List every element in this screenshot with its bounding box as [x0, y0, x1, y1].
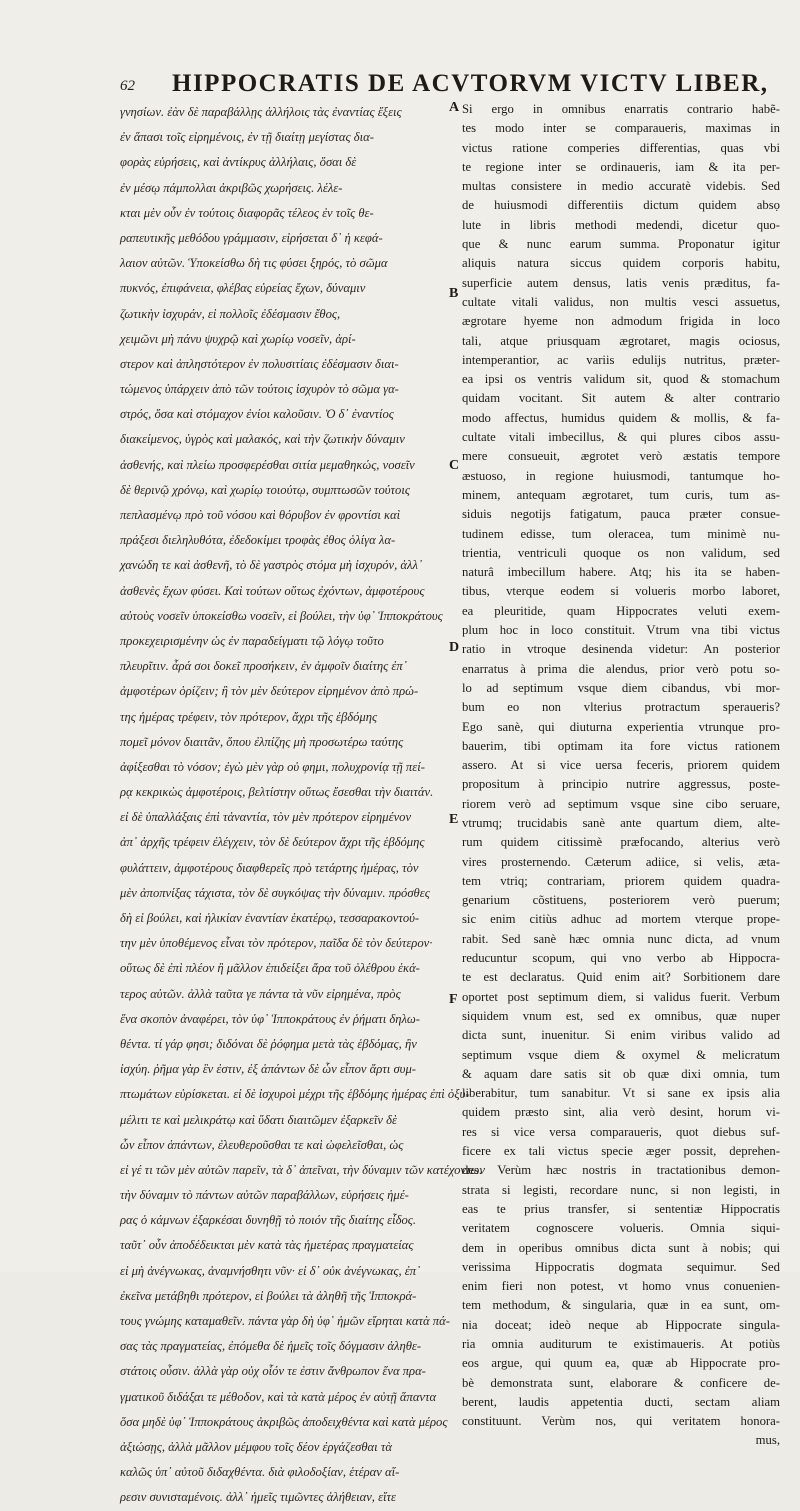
latin-text-line: verissima Hippocratis dogmata sequimur. Sed: [462, 1259, 780, 1274]
greek-text-line: ταῦτ᾽ οὖν ἀποδέδεικται μὲν κατὰ τὰς ἡμετέρας πραγματείας: [120, 1238, 414, 1253]
latin-text-line: multas consistere in medio accuratè videbis. Sed: [462, 179, 780, 194]
latin-text-line: nia doceat; ideò neque ab Hippocrate singula-: [462, 1317, 780, 1332]
greek-text-line: προκεχειρισμένην ὡς ἐν παραδείγματι τῷ λόγῳ τοῦτο: [120, 633, 384, 648]
greek-text-line: αὐτοὺς νοσεῖν ὑποκείσθω νοσεῖν, εἰ βούλει, τὴν ὑφ᾽ Ἱπποκράτους: [120, 608, 443, 623]
latin-text-line: assero. At si vice uersa feceris, priorem quidem: [462, 758, 780, 773]
running-head: [120, 70, 800, 100]
greek-text-line: τώμενος ὑπάρχειν ἀπὸ τῶν τούτοις ἰσχυρὸν τὸ σῶμα γα-: [120, 382, 399, 397]
greek-text-line: πτωμάτων εὑρίσκεται. εἰ δὲ ἰσχυροὶ μέχρι τῆς ἑβδόμης ἡμέρας ἐπὶ ὀξυ-: [120, 1087, 470, 1102]
latin-text-line: tali, atque priusquam ægrotaret, magis ociosus,: [462, 333, 780, 348]
greek-text-line: γνησίων. ἐὰν δὲ παραβάλλῃς ἀλλήλοις τὰς ἐναντίας ἕξεις: [120, 105, 402, 119]
latin-text-line: lute in libris methodi medendi, dicetur quo-: [462, 217, 780, 232]
latin-text-line: Si ergo in omnibus enarratis contrario habẽ-: [462, 102, 780, 116]
greek-text-line: στάτοις οὖσιν. ἀλλὰ γὰρ οὐχ οἷόν τε ἐστιν ἄνθρωπον ἕνα πρα-: [120, 1364, 426, 1379]
greek-text-line: ρεσιν συνισταμένοις. ἀλλ᾽ ἡμεῖς τιμῶντες ἀλήθειαν, εἴτε: [120, 1490, 397, 1505]
greek-text-line: ἀπ᾽ ἀρχῆς τρέφειν ἐλέγχειν, τὸν δὲ δεύτερον ἄχρι τῆς ἑβδόμης: [120, 835, 425, 850]
latin-text-line: rum quidem citissimè præfocando, alterius verò: [462, 835, 780, 850]
greek-text-line: ζωτικὴν ἰσχυράν, εἰ πολλοῖς ἐδέσμασιν ἔθος,: [120, 306, 341, 321]
latin-text-line: riorem verò ad septimum vsque sine cibo seruare,: [462, 796, 780, 811]
greek-text-line: οὕτως δὲ ἐπὶ πλέον ἢ μᾶλλον ἐπιδείξει ἄρα τοῦ ὀλέθρου ἑκά-: [120, 961, 420, 976]
greek-text-line: ἐκεῖνα μετάβηθι πρότερον, εἰ βούλει τὰ ἀληθῆ τῆς Ἱπποκρά-: [120, 1288, 417, 1303]
greek-text-line: δὴ εἰ βούλει, καὶ ἡλικίαν ἐναντίαν ἑκατέρῳ, τεσσαρακοντού-: [120, 911, 420, 925]
greek-text-line: ὅσα μηδὲ ὑφ᾽ Ἱπποκράτους ἀκριβῶς ἀποδειχθέντα καὶ κατὰ μέρος: [120, 1414, 448, 1429]
latin-text-line: reducuntur scopum, qui vno verbo ab Hippocra-: [462, 951, 780, 966]
latin-text-line: trientia, ventriculi quoque os non validum, sed: [462, 545, 780, 560]
latin-text-line: genarium cõstituens, posteriorem verò puerum;: [462, 893, 780, 908]
greek-text-line: τὴν δύναμιν τὸ πάντων αὐτῶν παραβάλλων, εὑρήσεις ἡμέ-: [120, 1188, 409, 1203]
greek-text-line: πράξεσι διεληλυθότα, ἐδεδοκίμει τροφὰς ἐθος ὀλίγα λα-: [120, 533, 396, 548]
latin-text-line: dicta sunt, inuenitur. Si enim viribus valido ad: [462, 1028, 780, 1043]
latin-text-line: ægrotare hyeme non admodum frigida in loco: [462, 314, 780, 329]
greek-text-line: ρας ὁ κάμνων ἐξαρκέσαι δυνηθῇ τὸ ποιόν τῆς διαίτης εἶδος.: [120, 1213, 417, 1228]
greek-text-line: ρᾳ κεκρικὼς ἀμφοτέροις, βελτίστην οὕτως ἔσεσθαι τὴν διαιτάν.: [120, 785, 434, 800]
greek-text-line: ἀσθενὲς ἔχων φύσει. Καὶ τούτων οὕτως ἐχόντων, ἀμφοτέρους: [120, 583, 425, 598]
latin-text-line: quidam vocitant. Sit autem & alter contrario: [462, 391, 780, 406]
latin-text-line: minem, antequam ægrotaret, tum curis, tum as-: [462, 487, 780, 502]
greek-text-line: ἐν μέσῳ πάμπολλαι ἀκριβῶς χωρήσεις. λέλε-: [120, 180, 343, 195]
latin-text-line: intemperantior, ac variis edulijs nutritus, præter-: [462, 352, 780, 367]
latin-text-line: ria omnia auditurum te existimaueris. At potiùs: [462, 1337, 780, 1351]
latin-text-line: des. Verùm hæc nostris in tractationibus demon-: [462, 1163, 780, 1178]
latin-text-line: veritatem cognoscere volueris. Omnia siqui-: [462, 1221, 780, 1236]
greek-text-line: ἀμφοτέρων ὁρίζειν; ἢ τὸν μὲν δεύτερον εἰρημένον ἀπὸ πρώ-: [120, 684, 419, 699]
greek-text-line: πυκνός, ἐπιφάνεια, φλέβας εὐρείας ἔχων, δύναμιν: [120, 281, 366, 296]
latin-text-line: victus ratione comperies differentias, quas vbi: [462, 140, 780, 155]
latin-text-line: æstuoso, in regione huiusmodi, tantumque ho-: [462, 468, 780, 483]
latin-text-line: cultate vitali validus, non multis vesci assuetus,: [462, 294, 780, 309]
greek-text-line: κται μὲν οὖν ἐν τούτοις διαφορᾶς τέλεος ἐν τοῖς θε-: [120, 205, 374, 220]
latin-text-line: te regione inter se ordinaueris, iam & ita per-: [462, 159, 780, 174]
greek-text-line: ραπευτικῆς μεθόδου γράμμασιν, εἰρήσεται δ᾽ ἡ κεφά-: [120, 230, 383, 245]
greek-text-column: [120, 100, 485, 1511]
greek-text-line: μὲν ἀποπνίξας τάχιστα, τὸν δὲ συγκόψας τὴν δύναμιν. πρόσθες: [120, 885, 430, 900]
greek-text-line: πεπλασμένῳ πρὸ τοῦ νόσου καὶ θόρυβον ἐν φροντίσι καὶ: [120, 508, 401, 522]
greek-text-line: εἰ δὲ ὑπαλλάξαις ἐπὶ τἀναντία, τὸν μὲν πρότερον εἰρημένον: [120, 810, 412, 825]
greek-text-line: φυλάττειν, ἀμφοτέρους διαφθερεῖς πρὸ τετάρτης ἡμέρας, τὸν: [120, 860, 419, 875]
latin-text-line: mus,: [755, 1433, 780, 1448]
greek-text-line: χανώδη τε καὶ ἀσθενῆ, τὸ δὲ γαστρὸς στόμα μὴ ἰσχυρόν, ἀλλ᾽: [120, 558, 423, 573]
greek-text-line: φορὰς εὑρήσεις, καὶ ἀντίκρυς ἀλλήλαις, ὅσαι δὲ: [120, 155, 357, 170]
greek-text-line: διακείμενος, ὑγρὸς καὶ μαλακός, καὶ τὴν ζωτικὴν δύναμιν: [120, 432, 405, 447]
latin-text-line: sic enim citiùs adhuc ad mortem vterque prope-: [462, 912, 780, 927]
latin-text-line: tudinem edisse, tum oleracea, tum minimè nu-: [462, 526, 780, 541]
greek-text-line: εἰ μὴ ἀνέγνωκας, ἀναμνήσθητι νῦν· εἰ δ᾽ οὐκ ἀνέγνωκας, ἐπ᾽: [120, 1263, 421, 1278]
page-number: 62: [120, 78, 135, 94]
greek-text-line: δὲ θερινῷ χρόνῳ, καὶ χωρίῳ τοιούτῳ, συμπτωσῶν τούτοις: [120, 482, 410, 497]
latin-text-line: superficie autem densus, latis venis præditus, fa-: [462, 275, 780, 290]
greek-text-line: ὧν εἶπον ἁπάντων, ἐλευθεροῦσθαι τε καὶ ὠφελεῖσθαι, ὡς: [120, 1137, 404, 1152]
greek-text-line: τερος αὐτῶν. ἀλλὰ ταῦτα γε πάντα τὰ νῦν εἰρημένα, πρὸς: [120, 986, 401, 1001]
greek-text-line: εἰ γέ τι τῶν μὲν αὐτῶν παρεῖν, τὰ δ᾽ ἀπεῖναι, τὴν δύναμιν τῶν κατέχοντων: [120, 1162, 485, 1177]
latin-text-line: bum eo non vlterius protractum speraueris?: [462, 700, 780, 715]
section-letter-e: E: [449, 812, 459, 827]
latin-text-line: enim fieri non potest, vt homo vnus conuenien-: [462, 1279, 780, 1294]
latin-text-line: que & nunc earum summa. Proponatur igitur: [462, 237, 780, 252]
latin-text-line: bauerim, tibi optimam ita fore victus rationem: [462, 738, 780, 753]
greek-text-line: την μὲν ὑποθέμενος εἶναι τὸν πρότερον, παῖδα δὲ τὸν δεύτερον·: [120, 936, 433, 951]
latin-text-line: tibus, vterque eodem si volueris morbo laboret,: [462, 584, 780, 599]
latin-text-line: enarratus à prima die alendus, prior verò potu so-: [462, 661, 780, 676]
latin-text-line: siquidem vnum est, sed ex omnibus, quæ nuper: [462, 1008, 780, 1023]
latin-text-line: vtrumq; trucidabis sanè ante quartum diem, alte-: [462, 815, 780, 830]
latin-text-line: siduis negotijs fatigatum, pauca præter consue-: [462, 507, 780, 522]
greek-text-line: μέλιτι τε καὶ μελικράτῳ καὶ ὕδατι διαιτῶμεν ἐξαρκεῖν δὲ: [120, 1112, 397, 1127]
latin-text-line: ratio in vtroque desinenda videtur: An posterior: [462, 642, 780, 657]
greek-text-line: ἐν ἅπασι τοῖς εἰρημένοις, ἐν τῇ διαίτῃ μεγίστας δια-: [120, 130, 374, 145]
latin-text-line: tem methodum, & singularia, quæ in ea sunt, om-: [462, 1298, 780, 1313]
greek-text-line: στερον καὶ ἀπληστότερον ἐν πολυσιτίαις ἐδέσμασιν διαι-: [120, 356, 399, 371]
latin-text-line: septimum vsque diem & oxymel & melicratum: [462, 1047, 780, 1062]
section-letter-d: D: [449, 640, 460, 655]
latin-text-line: constituunt. Verùm nos, qui veritatem honora-: [462, 1414, 780, 1429]
greek-text-line: λαιον αὐτῶν. Ὑποκείσθω δὴ τις φύσει ξηρός, τὸ σῶμα: [120, 256, 388, 271]
greek-text-line: ἀξιώσῃς, ἀλλὰ μᾶλλον μέμφου τοῖς δέον ἐργάζεσθαι τὰ: [120, 1439, 392, 1454]
latin-text-line: ea ipsi os ventris validum sit, quod & stomachum: [462, 372, 780, 387]
greek-text-line: χειμῶνι μὴ πάνυ ψυχρῷ καὶ χωρίῳ νοσεῖν, ἀρί-: [120, 331, 356, 346]
greek-text-line: ἕνα σκοπὸν ἀναφέρει, τὸν ὑφ᾽ Ἱπποκράτους ἐν ῥήματι δηλω-: [120, 1011, 420, 1026]
latin-text-line: cultate vitali imbecillus, & qui plures cibos assu-: [462, 430, 780, 445]
latin-text-line: naturâ imbecillum habere. Atq; his ita se haben-: [462, 565, 780, 580]
latin-text-line: bè demonstrata sunt, elaborare & conficere de-: [462, 1375, 780, 1390]
latin-text-line: res si vice versa comparaueris, quot diebus suf-: [462, 1124, 780, 1139]
latin-text-line: eos argue, qui quum ea, quæ ab Hippocrate pro-: [462, 1356, 780, 1371]
greek-text-line: πομεῖ μόνον διαιτᾶν, ὅπου ἐλπίζης μὴ προσωτέρω ταύτης: [120, 734, 404, 749]
greek-text-line: ἰσχύη. ῥῆμα γὰρ ἓν ἐστιν, ἐξ ἁπάντων δὲ ὧν εἶπον ἄρτι συμ-: [120, 1062, 416, 1077]
greek-text-line: ἀφίξεσθαι τὸ νόσον; ἐγὼ μὲν γὰρ οὐ φημι, πολυχρονίᾳ τῇ πεί-: [120, 759, 425, 774]
latin-text-line: lo ad septimum vsque diem cibandus, vbi mor-: [462, 680, 780, 695]
greek-text-line: στρός, ὅσα καὶ στόμαχον ἐνίοι καλοῦσιν. Ὁ δ᾽ ἐναντίος: [120, 407, 394, 422]
latin-text-line: modo affectus, humidus quidem & mollis, & fa-: [462, 410, 780, 425]
page-title: HIPPOCRATIS DE ACVTORVM VICTV LIBER,: [172, 70, 769, 97]
greek-text-line: της ἡμέρας τρέφειν, τὸν πρότερον, ἄχρι τῆς ἑβδόμης: [120, 709, 378, 724]
latin-text-line: te est declaratus. Quid enim ait? Sorbitionem dare: [462, 970, 780, 985]
latin-text-line: berent, laudis appetentia ducti, sectam aliam: [462, 1394, 780, 1409]
greek-text-line: καλῶς ὑπ᾽ αὐτοῦ διδαχθέντα. διὰ φιλοδοξίαν, ἑτέραν αἵ-: [120, 1465, 400, 1480]
greek-text-line: πλευρῖτιν. ἆρά σοι δοκεῖ προσήκειν, ἐν ἀμφοῖν διαίτης ἐπ᾽: [120, 659, 407, 674]
greek-text-line: τους γνώμης καταμαθεῖν. πάντα γὰρ δὴ ὑφ᾽ ἡμῶν εἴρηται κατὰ πά-: [120, 1314, 450, 1328]
greek-text-line: ἀσθενής, καὶ πλείω προσφερέσθαι σιτία μεμαθηκώς, νοσεῖν: [120, 457, 415, 472]
latin-text-line: ficere ex tali victus specie æger possit, deprehen-: [462, 1144, 780, 1159]
latin-text-line: oportet post septimum diem, si validus fuerit. Verbum: [462, 989, 780, 1004]
latin-text-line: tes modo inter se comparaueris, maximas in: [462, 121, 780, 136]
latin-text-line: de huiusmodi differentiis dictum quidem absọ: [462, 198, 780, 213]
latin-text-line: quidem præsto sint, alia verò desint, horum vi-: [462, 1105, 780, 1120]
latin-text-column: [462, 100, 780, 1451]
latin-text-line: mere consueuit, ægrotet verò æstatis tempore: [462, 449, 780, 464]
latin-text-line: dem in operibus omnibus dicta sunt à nobis; qui: [462, 1240, 780, 1255]
greek-text-line: σας τὰς πραγματείας, ἐπόμεθα δὲ ἡμεῖς τοῖς δόγμασιν ἀληθε-: [120, 1339, 422, 1354]
section-letter-c: C: [449, 458, 460, 473]
latin-text-line: liberabitur, tum sanabitur. Vt si sane ex ipsis alia: [462, 1086, 780, 1101]
latin-text-line: Ego sanè, qui diuturna experientia vtrunque pro-: [462, 719, 780, 734]
latin-text-line: strata si legisti, recordare nunc, si non legisti, in: [462, 1182, 780, 1197]
latin-text-line: tem vtriq; contrariam, priorem quidem quadra-: [462, 873, 780, 888]
section-letter-a: A: [449, 100, 460, 115]
section-letter-f: F: [449, 992, 458, 1007]
latin-text-line: eas te prius transfer, si sententiæ Hippocratis: [462, 1201, 780, 1216]
latin-text-line: aliquis natura siccus quidem corporis habitu,: [462, 256, 780, 271]
latin-text-line: vires prosternendo. Cæterum adiice, si velis, æta-: [462, 854, 780, 869]
latin-text-line: propositum à principio nutrire aggressus, poste-: [462, 777, 780, 792]
latin-text-line: rabit. Sed sanè hæc omnia nunc dicta, ad vnum: [462, 931, 780, 946]
latin-text-line: plum hoc in loco constituit. Vtrum vna tibi victus: [462, 623, 780, 638]
greek-text-line: γματικοῦ διδάξαι τε μέθοδον, καὶ τὰ κατὰ μέρος ἐν αὐτῇ ἅπαντα: [120, 1389, 437, 1404]
greek-text-line: θέντα. τί γάρ φησι; διδόναι δὲ ῥόφημα μετὰ τὰς ἑβδόμας, ἢν: [120, 1036, 417, 1051]
latin-text-line: ea pleuritide, quam Hippocrates veluti exem-: [462, 603, 780, 618]
latin-text-line: & aquam dare satis sit ob quæ dixi omnia, tum: [462, 1066, 780, 1081]
section-letter-b: B: [449, 286, 459, 301]
